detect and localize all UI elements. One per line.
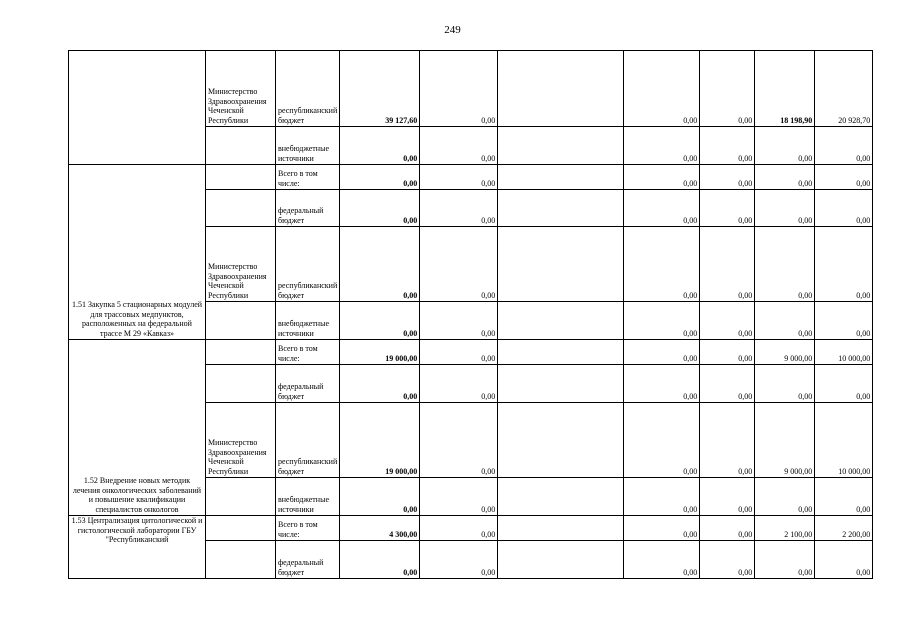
executor-cell-empty <box>206 340 276 365</box>
executor-cell-empty <box>206 365 276 403</box>
table-row <box>69 516 873 541</box>
total-cell: 19 000,00 <box>340 403 420 478</box>
executor-cell-empty <box>206 516 276 541</box>
value-cell: 0,00 <box>700 541 755 579</box>
value-cell: 0,00 <box>700 403 755 478</box>
total-cell: 0,00 <box>340 165 420 190</box>
value-cell: 0,00 <box>420 478 498 516</box>
executor-cell: Министерство Здравоохранения Чеченской Республики <box>206 227 276 302</box>
value-cell: 0,00 <box>700 227 755 302</box>
value-cell: 0,00 <box>755 190 815 227</box>
source-cell: федеральный бюджет <box>276 365 340 403</box>
value-cell: 9 000,00 <box>755 403 815 478</box>
value-cell: 0,00 <box>420 51 498 127</box>
value-cell: 0,00 <box>755 302 815 340</box>
value-cell: 0,00 <box>420 541 498 579</box>
value-cell <box>498 227 624 302</box>
value-cell: 0,00 <box>624 541 700 579</box>
page-number: 249 <box>444 24 461 36</box>
value-cell: 0,00 <box>815 302 873 340</box>
executor-cell-empty <box>206 165 276 190</box>
source-cell: внебюджетные источники <box>276 478 340 516</box>
value-cell: 0,00 <box>420 403 498 478</box>
executor-cell: Министерство Здравоохранения Чеченской Республики <box>206 51 276 127</box>
event-cell-1-52: 1.52 Внедрение новых методик лечения онкологических заболеваний и повышение квалификации специалистов онкологов <box>69 340 206 516</box>
source-cell: Всего в том числе: <box>276 340 340 365</box>
value-cell <box>498 127 624 165</box>
value-cell: 0,00 <box>624 127 700 165</box>
value-cell <box>498 516 624 541</box>
value-cell: 0,00 <box>815 127 873 165</box>
value-cell: 0,00 <box>755 127 815 165</box>
total-cell: 0,00 <box>340 541 420 579</box>
value-cell: 0,00 <box>624 227 700 302</box>
value-cell <box>498 190 624 227</box>
value-cell: 0,00 <box>755 541 815 579</box>
value-cell: 0,00 <box>815 190 873 227</box>
value-cell: 0,00 <box>624 403 700 478</box>
value-cell: 0,00 <box>624 165 700 190</box>
total-cell: 0,00 <box>340 127 420 165</box>
value-cell: 0,00 <box>815 365 873 403</box>
source-cell: федеральный бюджет <box>276 190 340 227</box>
value-cell: 2 200,00 <box>815 516 873 541</box>
source-cell: республиканский бюджет <box>276 403 340 478</box>
value-cell: 0,00 <box>755 165 815 190</box>
source-cell: республиканский бюджет <box>276 51 340 127</box>
value-cell: 9 000,00 <box>755 340 815 365</box>
value-cell: 0,00 <box>624 340 700 365</box>
value-cell: 18 198,90 <box>755 51 815 127</box>
value-cell: 0,00 <box>624 478 700 516</box>
total-cell: 0,00 <box>340 365 420 403</box>
executor-cell-empty <box>206 302 276 340</box>
executor-cell: Министерство Здравоохранения Чеченской Республики <box>206 403 276 478</box>
value-cell <box>498 541 624 579</box>
value-cell: 0,00 <box>755 365 815 403</box>
value-cell: 0,00 <box>624 516 700 541</box>
budget-table <box>68 50 873 579</box>
value-cell: 0,00 <box>700 340 755 365</box>
total-cell: 39 127,60 <box>340 51 420 127</box>
value-cell: 0,00 <box>815 478 873 516</box>
table-row <box>69 51 873 127</box>
event-cell-1-53: 1.53 Централизация цитологической и гистологической лаборатории ГБУ "Республиканский <box>69 516 206 579</box>
value-cell: 2 100,00 <box>755 516 815 541</box>
value-cell: 0,00 <box>700 365 755 403</box>
value-cell: 0,00 <box>815 227 873 302</box>
executor-cell-empty <box>206 541 276 579</box>
value-cell <box>498 51 624 127</box>
value-cell: 0,00 <box>815 541 873 579</box>
executor-cell-empty <box>206 190 276 227</box>
value-cell: 0,00 <box>624 302 700 340</box>
total-cell: 0,00 <box>340 190 420 227</box>
source-cell: внебюджетные источники <box>276 302 340 340</box>
total-cell: 4 300,00 <box>340 516 420 541</box>
value-cell: 0,00 <box>624 51 700 127</box>
total-cell: 0,00 <box>340 302 420 340</box>
total-cell: 19 000,00 <box>340 340 420 365</box>
source-cell: внебюджетные источники <box>276 127 340 165</box>
value-cell: 0,00 <box>700 51 755 127</box>
source-cell: республиканский бюджет <box>276 227 340 302</box>
value-cell: 0,00 <box>420 127 498 165</box>
value-cell: 0,00 <box>420 302 498 340</box>
value-cell: 0,00 <box>420 227 498 302</box>
source-cell: Всего в том числе: <box>276 165 340 190</box>
value-cell: 20 928,70 <box>815 51 873 127</box>
value-cell: 0,00 <box>420 165 498 190</box>
value-cell: 0,00 <box>700 127 755 165</box>
value-cell: 0,00 <box>420 190 498 227</box>
value-cell: 0,00 <box>700 190 755 227</box>
source-cell: федеральный бюджет <box>276 541 340 579</box>
value-cell: 0,00 <box>700 302 755 340</box>
value-cell: 0,00 <box>755 478 815 516</box>
value-cell <box>498 340 624 365</box>
value-cell <box>498 165 624 190</box>
value-cell <box>498 478 624 516</box>
event-cell-1-51: 1.51 Закупка 5 стационарных модулей для трассовых медпунктов, расположенных на федеральной трассе М 29 «Кавказ» <box>69 165 206 340</box>
executor-cell-empty <box>206 127 276 165</box>
value-cell <box>498 365 624 403</box>
value-cell: 0,00 <box>420 516 498 541</box>
value-cell: 0,00 <box>624 190 700 227</box>
value-cell: 0,00 <box>420 340 498 365</box>
source-cell: Всего в том числе: <box>276 516 340 541</box>
value-cell: 10 000,00 <box>815 403 873 478</box>
total-cell: 0,00 <box>340 227 420 302</box>
value-cell: 0,00 <box>420 365 498 403</box>
table-row <box>69 340 873 365</box>
value-cell: 0,00 <box>700 478 755 516</box>
total-cell: 0,00 <box>340 478 420 516</box>
event-cell-continued <box>69 51 206 165</box>
value-cell: 0,00 <box>700 165 755 190</box>
value-cell <box>498 403 624 478</box>
value-cell: 0,00 <box>815 165 873 190</box>
table-row <box>69 165 873 190</box>
value-cell: 0,00 <box>755 227 815 302</box>
value-cell: 10 000,00 <box>815 340 873 365</box>
value-cell: 0,00 <box>624 365 700 403</box>
value-cell: 0,00 <box>700 516 755 541</box>
value-cell <box>498 302 624 340</box>
executor-cell-empty <box>206 478 276 516</box>
